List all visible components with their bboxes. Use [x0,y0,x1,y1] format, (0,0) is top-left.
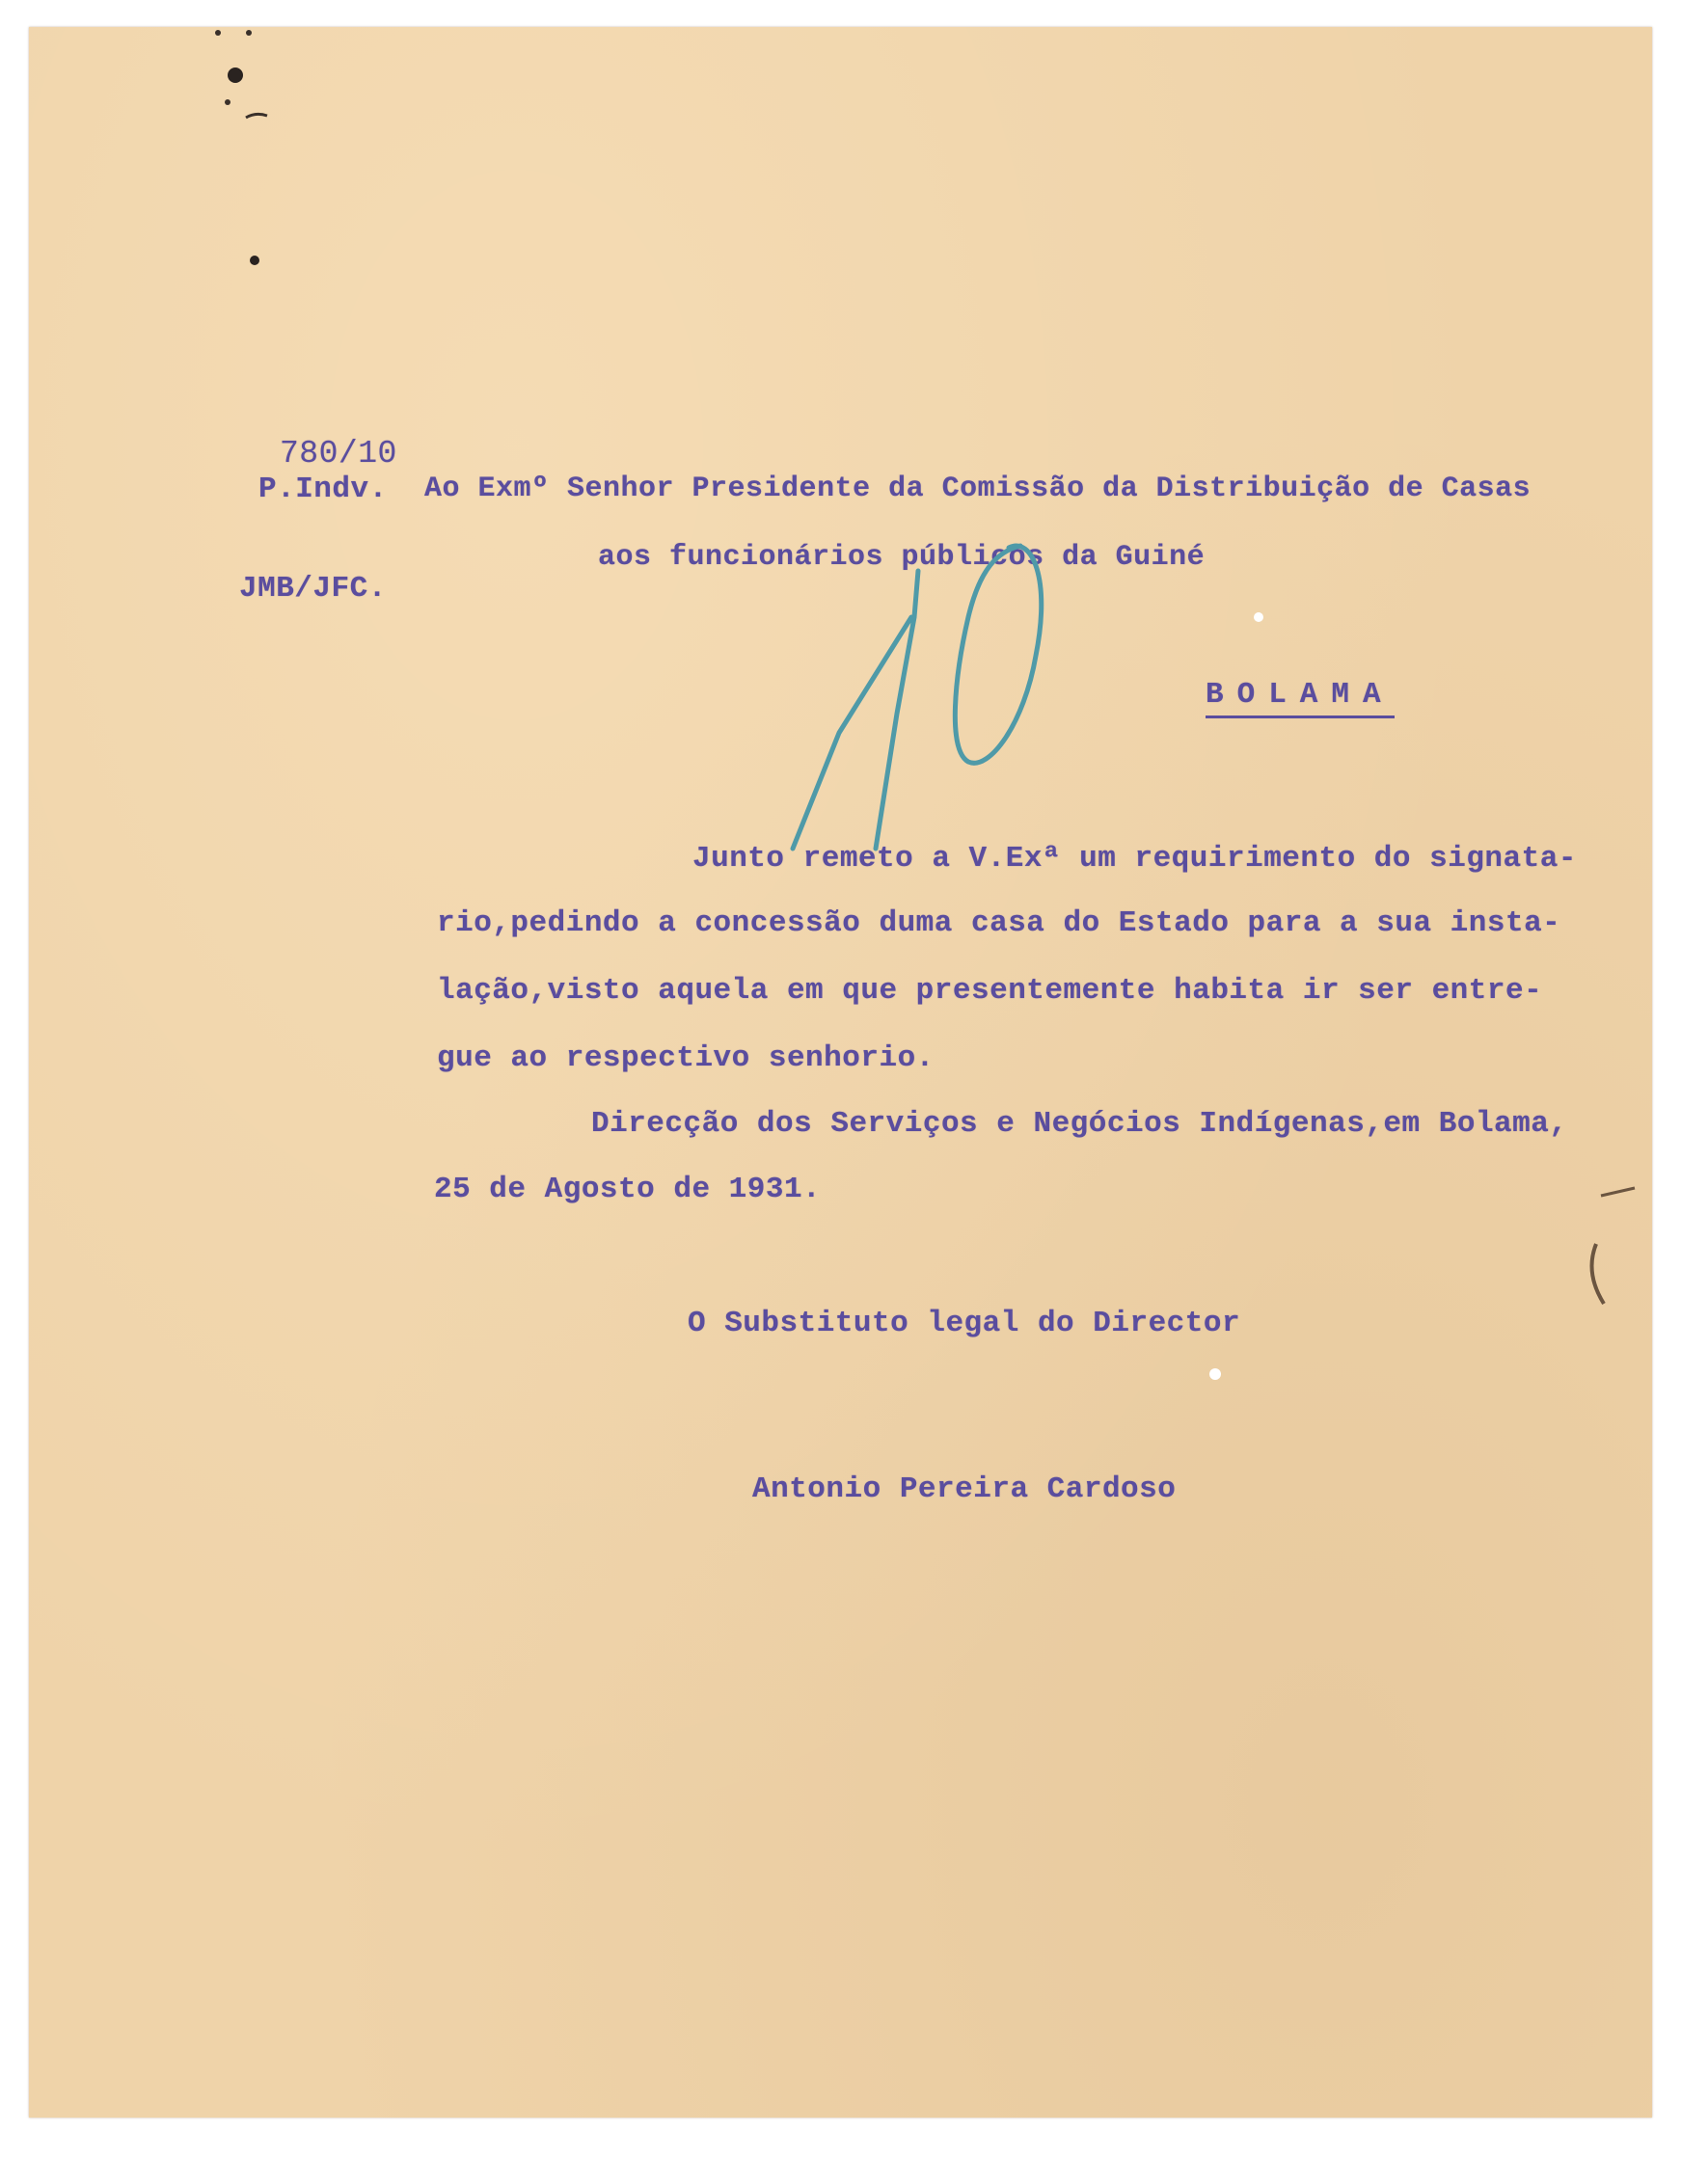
pencil-stroke-one [793,571,918,849]
body-line: rio,pedindo a concessão duma casa do Estado para a sua insta- [437,906,1561,940]
body-line: lação,visto aquela em que presentemente habita ir ser entre- [437,974,1543,1008]
signatory-title: O Substituto legal do Director [688,1307,1241,1340]
recipient-line-1: Ao Exmº Senhor Presidente da Comissão da Distribuição de Casas [424,472,1532,505]
reference-number: 780/10 [280,436,397,472]
place-date-line-2: 25 de Agosto de 1931. [434,1173,822,1206]
signatory-name: Antonio Pereira Cardoso [752,1472,1177,1506]
reference-code: P.Indv. [258,472,388,506]
body-line: Junto remeto a V.Exª um requirimento do signata- [692,842,1577,876]
body-line: gue ao respectivo senhorio. [437,1041,935,1075]
pencil-stroke-zero [955,546,1041,763]
place-date-line-1: Direcção dos Serviços e Negócios Indígenas,em Bolama, [591,1107,1568,1141]
recipient-line-2: aos funcionários públicos da Guiné [598,541,1206,574]
city-heading: BOLAMA [1206,678,1395,718]
typist-initials: JMB/JFC. [239,572,387,606]
